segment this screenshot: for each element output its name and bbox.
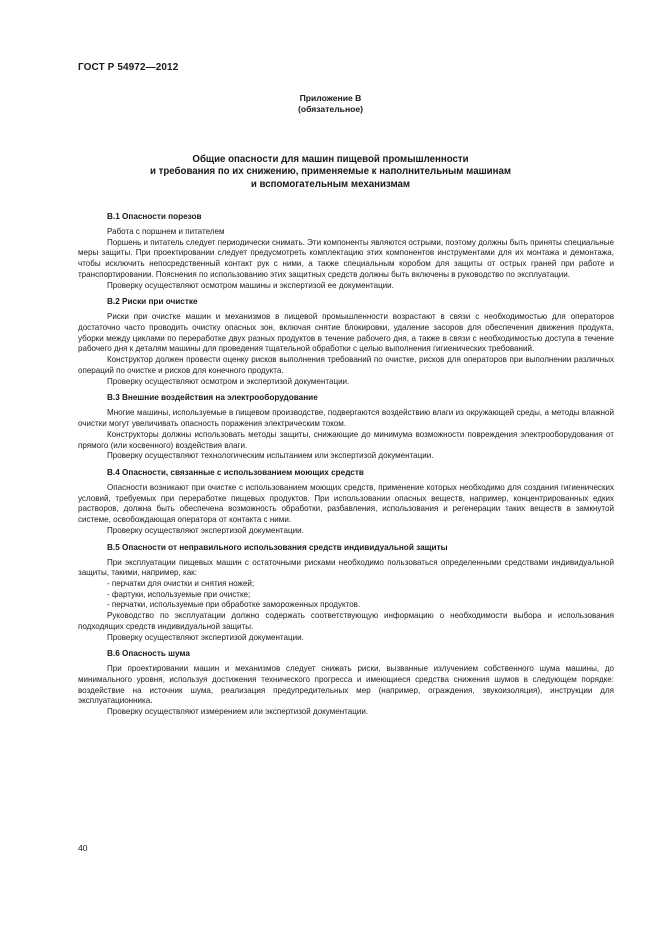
paragraph: Многие машины, используемые в пищевом производстве, подвергаются воздействию влаги из окружающей среды, а методы влажной очистки могут увеличивать опасность поражения электрическим током.: [78, 408, 614, 429]
paragraph: Риски при очистке машин и механизмов в пищевой промышленности возрастают в связи с необходимостью для операторов достаточно часто проводить очистку опасных зон, включая снятие блокировки, удаление засоров для обеспечения движения продукта, уборки между циклами по переработке двух разных продуктов в течение рабочего дня, а также в связи с необходимостью доступа в течение рабочего дня к деталям машины для проведения тщательной обработки с целью выполнения гигиенических требований.: [78, 312, 614, 354]
section-heading: В.6 Опасность шума: [107, 649, 190, 659]
paragraph: Конструктор должен провести оценку рисков выполнения требований по очистке, рисков для операторов при выполнении различных операций по очистке и рисков для конечного продукта.: [78, 355, 614, 375]
paragraph: При эксплуатации пищевых машин с остаточными рисками необходимо пользоваться определенными средствами индивидуальной защиты, такими, например, как:: [78, 557, 614, 578]
section-heading: В.5 Опасности от неправильного использования средств индивидуальной защиты: [107, 542, 448, 552]
paragraph: Проверку осуществляют экспертизой документации.: [107, 632, 304, 642]
paragraph: При проектировании машин и механизмов следует снижать риски, вызванные излучением собственного шума машины, до минимального уровня, используя достижения технического прогресса и имеющиеся средства снижения шумов в следующем порядке: воздействие на источник шума, реализация предупредительных мер (например, ограждения, звукоизоляция), инструкции для эксплуатационника.: [78, 664, 614, 706]
document-body: [78, 211, 614, 723]
page-number: 40: [78, 843, 88, 853]
paragraph: Работа с поршнем и питателем: [107, 227, 225, 236]
section-heading: В.3 Внешние воздействия на электрооборудование: [107, 393, 318, 403]
title-line: и требования по их снижению, применяемые к наполнительным машинам: [149, 166, 512, 178]
paragraph: Конструкторы должны использовать методы защиты, снижающие до минимума возможности повреждения электрооборудования от прямого (или косвенного) воздействия влаги.: [78, 429, 614, 450]
section-b1: [78, 211, 614, 291]
section-b3: [78, 392, 614, 462]
paragraph: Поршень и питатель следует периодически снимать. Эти компоненты являются острыми, поэтому должны быть приняты специальные меры защиты. При проектировании следует предусмотреть комплектацию этих компонентов инструментами для их монтажа и демонтажа, чтобы исключить непосредственный контакт рук с ними, а также специальным коробом для защиты от острых граней при работе и транспортировании. Пояснения по использованию этих защитных средств должны быть включены в руководство по эксплуатации.: [78, 237, 614, 279]
section-heading: В.2 Риски при очистке: [107, 297, 198, 307]
paragraph: Проверку осуществляют экспертизой документации.: [107, 525, 304, 535]
annex-status: (обязательное): [297, 104, 364, 114]
list-item: - перчатки, используемые при обработке замороженных продуктов.: [107, 600, 361, 610]
section-heading: В.4 Опасности, связанные с использованием моющих средств: [107, 467, 364, 477]
section-heading: В.1 Опасности порезов: [107, 212, 202, 221]
paragraph: Проверку осуществляют измерением или экспертизой документации.: [107, 707, 369, 717]
section-b2: [78, 296, 614, 387]
annex-title: Приложение В: [299, 93, 362, 103]
paragraph: Проверку осуществляют осмотром и экспертизой документации.: [107, 376, 350, 386]
section-b5: [78, 542, 614, 644]
paragraph: Опасности возникают при очистке с использованием моющих средств, применение которых необходимо для создания гигиенических условий, требуемых при переработке пищевых продуктов. При использовании опасных веществ, например, концентрированных едких растворов, должна быть обеспечена возможность обработки, разбавления, использования и регенерации таких веществ в замкнутой системе, освобождающая оператора от контакта с ними.: [78, 482, 614, 525]
list-item: - фартуки, используемые при очистке;: [107, 589, 251, 599]
title-line: Общие опасности для машин пищевой промышленности: [192, 154, 469, 165]
section-b6: [78, 648, 614, 718]
document-code: ГОСТ Р 54972—2012: [78, 62, 179, 73]
paragraph: Проверку осуществляют осмотром машины и экспертизой ее документации.: [107, 280, 394, 290]
section-b4: [78, 467, 614, 537]
document-title: [90, 154, 571, 191]
list-item: - перчатки для очистки и снятия ножей;: [107, 578, 255, 588]
title-line: и вспомогательным механизмам: [250, 178, 411, 190]
ppe-list: [78, 579, 614, 611]
paragraph: Руководство по эксплуатации должно содержать соответствующую информацию о необходимости выбора и использования подходящих средств индивидуальной защиты.: [78, 611, 614, 631]
paragraph: Проверку осуществляют технологическим испытанием или экспертизой документации.: [107, 451, 434, 461]
